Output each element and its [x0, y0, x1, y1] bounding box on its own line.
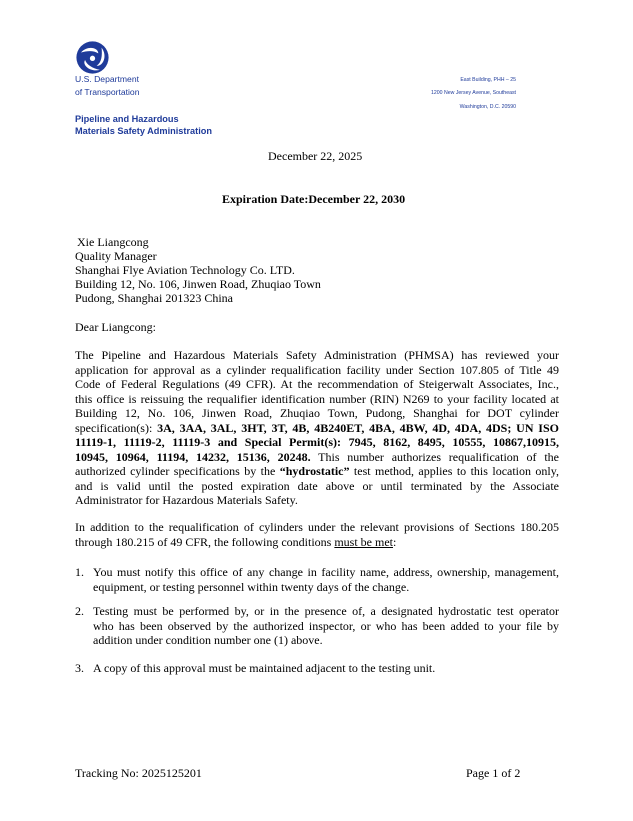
address-line2: 1200 New Jersey Avenue, Southeast	[431, 90, 516, 96]
method-text-pre: authorized cylinder specifications by the	[75, 464, 280, 479]
paragraph-line	[75, 535, 559, 550]
office-name-line1: Pipeline and Hazardous	[75, 114, 179, 124]
condition-number: 1.	[75, 565, 84, 579]
office-name-line2: Materials Safety Administration	[75, 126, 212, 136]
condition-line: addition under condition number one (1) above.	[93, 633, 323, 648]
paragraph-line: this office is reissuing the requalifier identification number (RIN) N269 to your facility located at	[75, 391, 559, 406]
recipient-company: Shanghai Flye Aviation Technology Co. LTD.	[75, 263, 295, 277]
body-paragraph-2	[75, 520, 559, 549]
condition-number: 2.	[75, 604, 84, 618]
address-line1: East Building, PHH – 25	[460, 77, 516, 83]
condition-line: who has been observed by the authorized inspector, or who has been added to your file by	[93, 618, 559, 633]
paragraph-line: application for approval as a cylinder requalification facility under Section 107.805 of Title 49	[75, 362, 559, 377]
body-paragraph-1	[75, 348, 559, 508]
page-number: Page 1 of 2	[466, 766, 521, 780]
spec-list-cont: 11119-1, 11119-2, 11119-3 and Special Permit(s): 7945, 8162, 8495, 10555, 10867,10915,	[75, 435, 559, 450]
spec-label: specification(s):	[75, 420, 158, 435]
dot-triskelion-logo-icon	[76, 41, 109, 74]
expiration-date: December 22, 2030	[308, 192, 406, 206]
test-method: “hydrostatic”	[279, 464, 350, 479]
salutation: Dear Liangcong:	[75, 320, 156, 334]
recipient-name: Xie Liangcong	[77, 235, 149, 249]
paragraph-line: In addition to the requalification of cylinders under the relevant provisions of Sections 180.205	[75, 520, 559, 534]
department-name-line1: U.S. Department	[75, 74, 139, 84]
condition-line: You must notify this office of any change in facility name, address, ownership, management,	[93, 565, 559, 579]
condition-number: 3.	[75, 661, 84, 675]
conditions-intro: through 180.215 of 49 CFR, the following conditions	[75, 534, 335, 549]
paragraph-line: The Pipeline and Hazardous Materials Safety Administration (PHMSA) has reviewed your	[75, 348, 559, 362]
authorization-text: This number authorizes requalification of the	[310, 449, 559, 464]
recipient-title: Quality Manager	[75, 249, 157, 263]
paragraph-line: Code of Federal Regulations (49 CFR). At the recommendation of Steigerwalt Associates, Inc.,	[75, 377, 559, 392]
paragraph-line	[75, 450, 559, 465]
department-name-line2: of Transportation	[75, 87, 140, 97]
condition-item-2	[93, 604, 559, 648]
tracking-number: Tracking No: 2025125201	[75, 766, 202, 780]
condition-item-3	[93, 661, 559, 676]
paragraph-line	[75, 421, 559, 436]
colon: :	[393, 534, 397, 549]
expiration-line	[222, 192, 405, 207]
condition-line: Testing must be performed by, or in the presence of, a designated hydrostatic test operator	[93, 604, 559, 618]
paragraph-line	[75, 435, 559, 450]
spec-list-end: 10945, 10964, 11194, 14232, 15136, 20248.	[75, 449, 311, 464]
paragraph-line: Administrator for Hazardous Materials Safety.	[75, 493, 298, 508]
must-be-met: must be met	[334, 534, 394, 549]
condition-item-1	[93, 565, 559, 594]
letter-date: December 22, 2025	[268, 149, 363, 163]
expiration-label: Expiration Date:	[222, 192, 309, 206]
recipient-address1: Building 12, No. 106, Jinwen Road, Zhuqiao Town	[75, 277, 321, 291]
condition-line: equipment, or testing personnel within twenty days of the change.	[93, 579, 410, 594]
spec-list: 3A, 3AA, 3AL, 3HT, 3T, 4B, 4B240ET, 4BA, 4BW, 4D, 4DA, 4DS; UN ISO	[157, 420, 559, 435]
address-line3: Washington, D.C. 20590	[459, 104, 516, 110]
recipient-address2: Pudong, Shanghai 201323 China	[75, 291, 233, 305]
paragraph-line: and is valid until the posted expiration date above or until terminated by the Associate	[75, 478, 559, 493]
paragraph-line: Building 12, No. 106, Jinwen Road, Zhuqiao Town, Pudong, Shanghai for DOT cylinder	[75, 406, 559, 421]
condition-line: A copy of this approval must be maintained adjacent to the testing unit.	[93, 661, 436, 675]
method-text-post: test method, applies to this location only,	[349, 464, 559, 479]
paragraph-line	[75, 464, 559, 479]
